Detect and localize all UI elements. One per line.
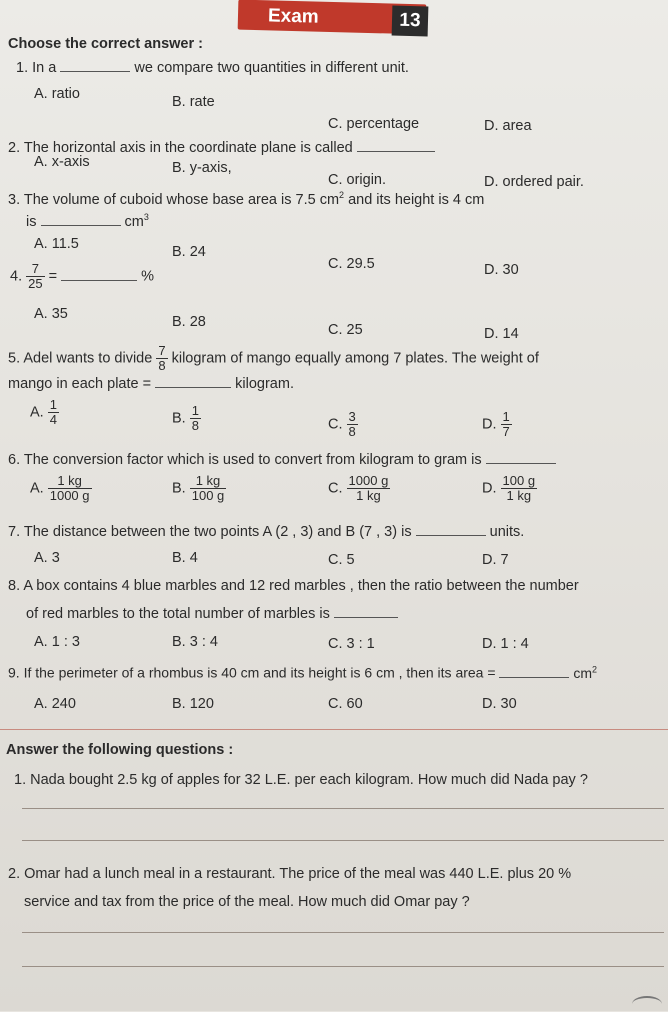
option-b: B. $\frac{1 kg}{100 g}$ (172, 473, 225, 504)
option-b: B. 4 (172, 550, 198, 566)
question-1 (16, 60, 409, 76)
answer-writing-line (22, 808, 664, 809)
option-d: D. $\frac{1}{7}$ (482, 409, 510, 440)
option-b: B. 28 (172, 314, 206, 330)
unit-label: $cm^3$ (124, 212, 149, 230)
answer-writing-line (22, 932, 664, 933)
answer-blank (61, 280, 137, 281)
option-c: C. 25 (328, 322, 363, 338)
question-number: 1. (14, 772, 27, 788)
exam-title: Exam (267, 5, 319, 28)
option-b: B. y-axis, (172, 160, 232, 176)
option-b: B. $\frac{1}{8}$ (172, 403, 199, 434)
mcq-heading: Choose the correct answer : (8, 36, 203, 52)
fraction: $\frac{7}{25}$ (28, 261, 43, 292)
question-number: 2. (8, 866, 21, 882)
question-9: 9. If the perimeter of a rhombus is 40 cm and its height is 6 cm , then its area = $cm^2$ (8, 664, 597, 681)
question-8: 8. A box contains 4 blue marbles and 12 red marbles , then the ratio between the number (8, 578, 579, 594)
section-divider (0, 729, 668, 730)
question-number: 2. (8, 140, 21, 156)
answer-writing-line (22, 966, 664, 967)
option-c: C. $\frac{1000 g}{1 kg}$ (328, 473, 389, 504)
answer-blank (416, 535, 486, 536)
option-c: C. 60 (328, 696, 363, 712)
answer-blank (357, 151, 435, 152)
question-number: 4. (10, 268, 23, 285)
question-text: and its height is 4 cm (348, 191, 485, 208)
option-d: D. area (484, 118, 532, 134)
question-7: 7. The distance between the two points A (2 , 3) and B (7 , 3) is units. (8, 524, 525, 540)
option-a: A. $\frac{1}{4}$ (30, 397, 57, 428)
question-4: 4. $\frac{7}{25}$ = % (10, 261, 155, 292)
option-d: D. 1 : 4 (482, 636, 529, 652)
question-number: 6. (8, 452, 21, 468)
option-d: D. ordered pair. (484, 174, 584, 190)
answer-question-2-line-2: service and tax from the price of the meal. How much did Omar pay ? (24, 894, 470, 910)
option-c: C. 3 : 1 (328, 636, 375, 652)
question-5: 5. Adel wants to divide $\frac{7}{8}$ kilogram of mango equally among 7 plates. The weight of (8, 343, 539, 374)
question-number: 9. (8, 664, 20, 681)
option-b: B. 3 : 4 (172, 634, 218, 650)
answer-heading: Answer the following questions : (6, 742, 234, 758)
option-a: A. x-axis (34, 154, 90, 170)
answer-blank (486, 463, 556, 464)
option-c: C. 5 (328, 552, 355, 568)
option-c: C. 29.5 (328, 256, 375, 272)
question-3 (8, 190, 484, 208)
option-d: D. 30 (484, 262, 519, 278)
option-a: A. 3 (34, 550, 60, 566)
option-d: D. 14 (484, 326, 519, 342)
option-c: C. $\frac{3}{8}$ (328, 409, 356, 440)
option-a: A. 1 : 3 (34, 634, 80, 650)
option-d: D. 7 (482, 552, 509, 568)
option-b: B. rate (172, 94, 215, 110)
answer-blank (499, 677, 569, 678)
option-d: D. 30 (482, 696, 517, 712)
answer-blank (60, 71, 130, 72)
answer-question-1: 1. Nada bought 2.5 kg of apples for 32 L.E. per each kilogram. How much did Nada pay ? (14, 772, 588, 788)
option-a: A. 11.5 (34, 236, 79, 252)
answer-question-2: 2. Omar had a lunch meal in a restaurant. The price of the meal was 440 L.E. plus 20 % (8, 866, 572, 882)
question-5-line-2: mango in each plate = kilogram. (8, 376, 294, 392)
exam-number-badge: 13 (392, 6, 429, 37)
answer-blank (334, 617, 398, 618)
answer-writing-line (22, 840, 664, 841)
answer-blank (155, 387, 231, 388)
question-6: 6. The conversion factor which is used to convert from kilogram to gram is (8, 452, 556, 468)
option-a: A. 240 (34, 696, 76, 712)
option-b: B. 120 (172, 696, 214, 712)
option-a: A. $\frac{1 kg}{1000 g}$ (30, 473, 90, 504)
unit-label: % (141, 268, 155, 285)
page-corner-mark (632, 996, 662, 1012)
option-b: B. 24 (172, 244, 206, 260)
question-number: 1. (16, 60, 29, 76)
option-c: C. origin. (328, 172, 387, 188)
option-a: A. 35 (34, 306, 68, 322)
option-c: C. percentage (328, 116, 420, 132)
question-text: The volume of cuboid whose base area is (23, 191, 292, 208)
option-d: D. $\frac{100 g}{1 kg}$ (482, 473, 536, 504)
question-text: we compare two quantities in different unit. (134, 60, 409, 76)
option-a: A. ratio (34, 86, 80, 102)
question-number: 3. (8, 191, 21, 208)
unit-label: $cm^2$ (573, 664, 597, 681)
question-number: 7. (8, 524, 21, 540)
answer-blank (41, 225, 121, 226)
question-text: In a (32, 60, 57, 76)
question-3-line-2: is $cm^3$ (26, 212, 149, 230)
base-area-value: 7.5 $cm^2$ (295, 190, 345, 208)
question-8-line-2: of red marbles to the total number of marbles is (26, 606, 398, 622)
question-number: 5. (8, 350, 21, 367)
fraction: $\frac{7}{8}$ (158, 343, 166, 374)
question-number: 8. (8, 578, 21, 594)
question-text: The horizontal axis in the coordinate plane is called (23, 140, 353, 156)
